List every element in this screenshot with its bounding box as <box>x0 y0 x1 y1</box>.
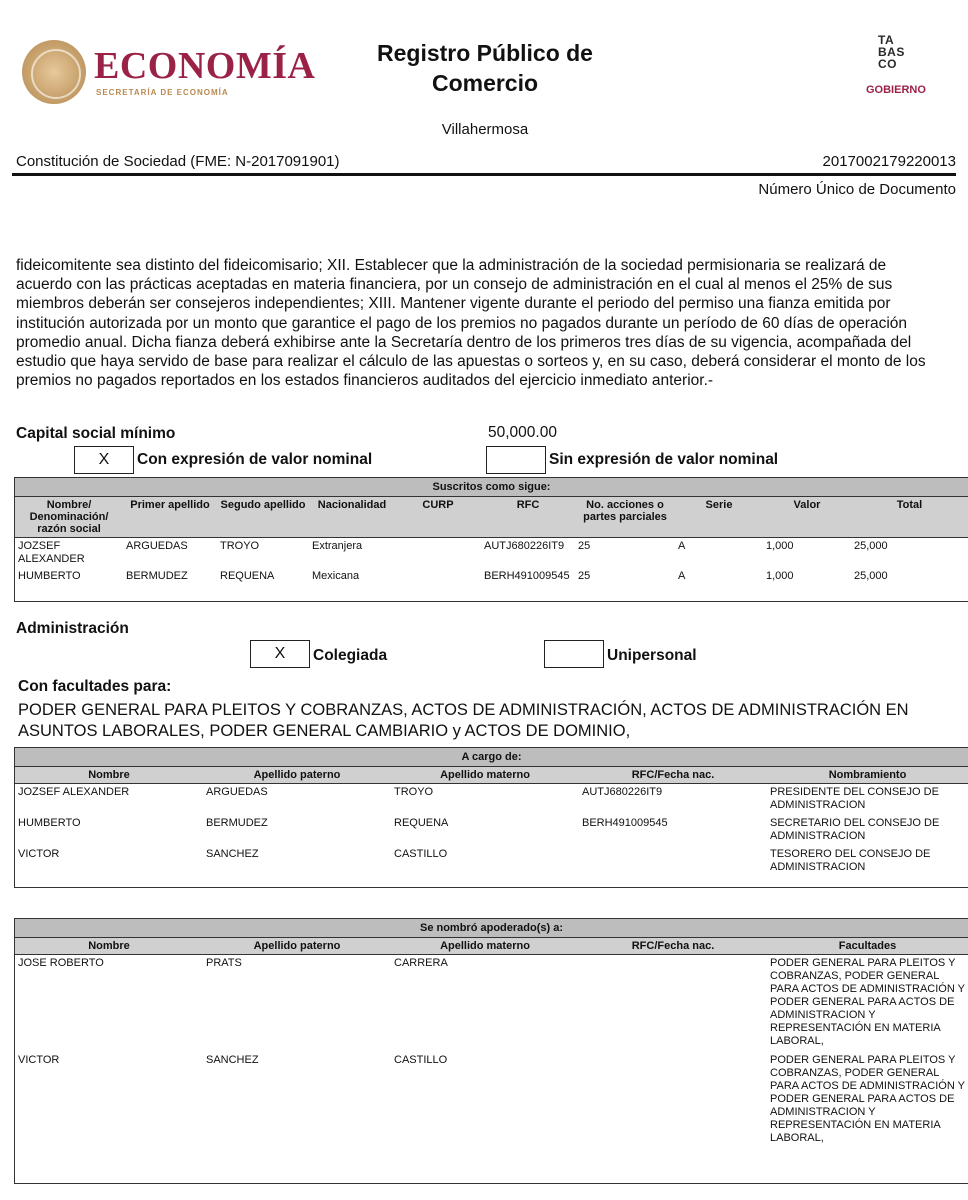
page-title <box>340 38 630 98</box>
table-cell: PRATS <box>206 957 242 969</box>
economia-logo-subtitle: SECRETARÍA DE ECONOMÍA <box>96 88 229 97</box>
header-divider <box>12 173 956 176</box>
a-cargo-header-row <box>15 767 968 784</box>
suscritos-col-header: RFC <box>481 497 575 538</box>
table-cell: ARGUEDAS <box>206 786 268 798</box>
apoderados-col-header: Facultades <box>767 938 968 955</box>
table-row <box>15 538 968 569</box>
table-cell: SANCHEZ <box>206 848 259 860</box>
table-cell: JOSE ROBERTO <box>18 957 104 969</box>
colegiada-checkbox: X <box>250 640 310 668</box>
table-cell: Extranjera <box>312 540 363 552</box>
table-cell: REQUENA <box>394 817 449 829</box>
city: Villahermosa <box>441 121 529 138</box>
suscritos-col-header: Valor <box>763 497 851 538</box>
title-line-2: Comercio <box>431 70 539 96</box>
suscritos-col-header: CURP <box>395 497 481 538</box>
without-nominal-checkbox <box>486 446 546 474</box>
suscritos-col-header: Serie <box>675 497 763 538</box>
suscritos-col-header: Nombre/ Denominación/ razón social <box>15 497 123 538</box>
national-seal-icon <box>22 40 86 104</box>
table-cell: JOZSEF ALEXANDER <box>18 786 130 798</box>
table-row <box>15 955 968 1053</box>
table-cell: BERH491009545 <box>484 570 570 582</box>
tabasco-word-1: TA <box>878 33 895 47</box>
table-row <box>15 568 968 585</box>
table-cell: VICTOR <box>18 848 60 860</box>
table-cell: BERH491009545 <box>582 817 668 829</box>
table-cell <box>579 1052 767 1149</box>
tabasco-word-3: CO <box>878 57 897 71</box>
table-cell: PRESIDENTE DEL CONSEJO DE ADMINISTRACION <box>770 786 939 811</box>
apoderados-header-row <box>15 938 968 955</box>
body-paragraph: fideicomitente sea distinto del fideicomisario; XII. Establecer que la administración de la sociedad permisionaria se realizará de acuerdo con las prácticas aceptadas en materia financiera, por un consejo de administración en el cual al menos el 25% de sus miembros deberán ser consejeros independientes; XIII. Mantener vigente durante el periodo del permiso una fianza emitida por institución autorizada por un monto que garantice el pago de los premios no pagados durante un período de 60 días de operación promedio anual. Dicha fianza deberá exhibirse ante la Secretaría dentro de los primeros tres días de su vigencia, acompañada del estudio que haya servido de base para realizar el cálculo de las apuestas o sorteos y, en su caso, deberá considerar el monto de los premios no pagados reportados en los estados financieros auditados del ejercicio inmediato anterior.- <box>16 257 926 390</box>
suscritos-col-header: No. acciones o partes parciales <box>575 497 675 538</box>
table-cell <box>395 538 481 569</box>
suscritos-col-header: Nacionalidad <box>309 497 395 538</box>
table-cell: REQUENA <box>220 570 275 582</box>
with-nominal-checkbox: X <box>74 446 134 474</box>
table-cell: SANCHEZ <box>206 1054 259 1066</box>
economia-logo <box>22 40 322 108</box>
table-cell <box>579 955 767 1053</box>
apoderados-col-header: Nombre <box>15 938 203 955</box>
suscritos-col-header: Segudo apellido <box>217 497 309 538</box>
apoderados-col-header: Apellido paterno <box>203 938 391 955</box>
table-cell: 25,000 <box>854 540 888 552</box>
table-cell: HUMBERTO <box>18 570 81 582</box>
table-cell: 25,000 <box>854 570 888 582</box>
suscritos-col-header: Total <box>851 497 968 538</box>
a-cargo-table <box>14 747 968 888</box>
table-cell: 1,000 <box>766 540 794 552</box>
a_cargo-col-header: RFC/Fecha nac. <box>579 767 767 784</box>
table-cell: ARGUEDAS <box>126 540 188 552</box>
apoderados-title: Se nombró apoderado(s) a: <box>15 919 968 938</box>
table-cell: 25 <box>578 540 591 552</box>
table-cell: PODER GENERAL PARA PLEITOS Y COBRANZAS, PODER GENERAL PARA ACTOS DE ADMINISTRACIÓN Y PODER GENERAL PARA ACTOS DE ADMINISTRACION Y REPRESENTACIÓN EN MATERIA LABORAL, <box>770 1054 965 1144</box>
table-cell: TROYO <box>220 540 260 552</box>
capital-value: 50,000.00 <box>488 424 557 441</box>
gobierno-word: GOBIERNO <box>866 84 926 96</box>
table-row <box>15 846 968 877</box>
table-cell: TESORERO DEL CONSEJO DE ADMINISTRACION <box>770 848 931 873</box>
facultades-label: Con facultades para: <box>18 678 172 695</box>
suscritos-table <box>14 477 968 602</box>
table-cell: BERMUDEZ <box>126 570 188 582</box>
table-cell: 1,000 <box>766 570 794 582</box>
a-cargo-title: A cargo de: <box>15 748 968 767</box>
a_cargo-col-header: Apellido paterno <box>203 767 391 784</box>
table-cell: Mexicana <box>312 570 360 582</box>
table-cell: AUTJ680226IT9 <box>484 540 565 552</box>
administracion-label: Administración <box>16 620 129 637</box>
suscritos-header-row <box>15 497 968 538</box>
with-nominal-label: Con expresión de valor nominal <box>137 451 373 468</box>
table-cell: BERMUDEZ <box>206 817 268 829</box>
suscritos-title: Suscritos como sigue: <box>15 478 968 497</box>
document-number-label: Número Único de Documento <box>758 181 956 198</box>
table-cell: TROYO <box>394 786 434 798</box>
economia-logo-title: ECONOMÍA <box>94 45 316 87</box>
table-cell: SECRETARIO DEL CONSEJO DE ADMINISTRACION <box>770 817 940 842</box>
document-number: 2017002179220013 <box>822 153 956 170</box>
suscritos-col-header: Primer apellido <box>123 497 217 538</box>
table-cell: PODER GENERAL PARA PLEITOS Y COBRANZAS, PODER GENERAL PARA ACTOS DE ADMINISTRACIÓN Y PODER GENERAL PARA ACTOS DE ADMINISTRACION Y REPRESENTACIÓN EN MATERIA LABORAL, <box>770 957 965 1047</box>
apoderados-table <box>14 918 968 1184</box>
a_cargo-col-header: Apellido materno <box>391 767 579 784</box>
table-row <box>15 1052 968 1149</box>
table-cell: A <box>678 570 686 582</box>
table-cell: CASTILLO <box>394 848 448 860</box>
table-row <box>15 815 968 846</box>
table-cell: AUTJ680226IT9 <box>582 786 663 798</box>
table-cell: CARRERA <box>394 957 448 969</box>
a_cargo-col-header: Nombramiento <box>767 767 968 784</box>
table-cell: JOZSEF ALEXANDER <box>18 540 85 565</box>
capital-label: Capital social mínimo <box>16 425 176 442</box>
title-line-1: Registro Público de <box>377 40 593 66</box>
a_cargo-col-header: Nombre <box>15 767 203 784</box>
colegiada-label: Colegiada <box>313 647 388 664</box>
table-cell: HUMBERTO <box>18 817 81 829</box>
unipersonal-label: Unipersonal <box>607 647 697 664</box>
apoderados-col-header: RFC/Fecha nac. <box>579 938 767 955</box>
table-row <box>15 784 968 816</box>
without-nominal-label: Sin expresión de valor nominal <box>549 451 779 468</box>
unipersonal-checkbox <box>544 640 604 668</box>
table-cell: CASTILLO <box>394 1054 448 1066</box>
apoderados-col-header: Apellido materno <box>391 938 579 955</box>
table-cell: VICTOR <box>18 1054 60 1066</box>
constitution-label: Constitución de Sociedad (FME: N-2017091901) <box>16 153 340 170</box>
facultades-text: PODER GENERAL PARA PLEITOS Y COBRANZAS, ACTOS DE ADMINISTRACIÓN, ACTOS DE ADMINISTRACIÓN EN ASUNTOS LABORALES, PODER GENERAL CAMBIARIO y ACTOS DE DOMINIO, <box>18 701 909 740</box>
tabasco-logo <box>866 34 930 96</box>
table-cell <box>579 846 767 877</box>
table-cell: A <box>678 540 686 552</box>
table-cell: 25 <box>578 570 591 582</box>
tabasco-word-2: BAS <box>878 45 905 59</box>
table-cell <box>395 568 481 585</box>
